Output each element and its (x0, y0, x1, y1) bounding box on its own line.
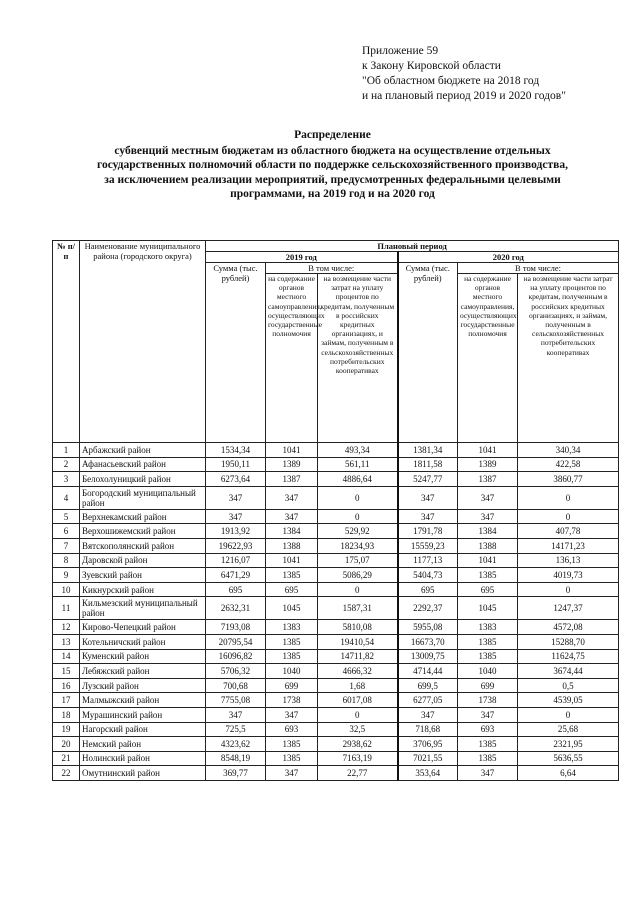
maintenance-2020: 1385 (458, 751, 518, 766)
table-row (53, 509, 619, 524)
sum-2020: 353,64 (398, 766, 458, 781)
district-name: Кикнурский район (80, 582, 206, 597)
district-name: Арбажский район (80, 443, 206, 458)
compensation-2020: 15288,70 (518, 634, 619, 649)
compensation-2020: 0 (518, 582, 619, 597)
header-compensation-2019: на возмещение части затрат на уплату процентов по кредитам, полученным в российских кредитных организациях, и займам, полученным в сельскохозяйственных потребительских кооперативах (318, 274, 398, 443)
sum-2020: 699,5 (398, 678, 458, 693)
header-year-2020: 2020 год (398, 252, 619, 263)
maintenance-2020: 1738 (458, 693, 518, 708)
district-name: Кильмезский муниципальный район (80, 597, 206, 620)
table-body (53, 443, 619, 781)
compensation-2020: 1247,37 (518, 597, 619, 620)
sum-2020: 1381,34 (398, 443, 458, 458)
sum-2019: 2632,31 (206, 597, 266, 620)
subsidies-table (52, 240, 619, 781)
row-number: 16 (53, 678, 80, 693)
compensation-2020: 0 (518, 509, 619, 524)
compensation-2020: 0 (518, 707, 619, 722)
compensation-2020: 4539,05 (518, 693, 619, 708)
sum-2020: 1811,58 (398, 457, 458, 472)
maintenance-2019: 1040 (266, 664, 318, 679)
compensation-2020: 3860,77 (518, 472, 619, 487)
maintenance-2020: 1384 (458, 524, 518, 539)
row-number: 6 (53, 524, 80, 539)
maintenance-2019: 1041 (266, 443, 318, 458)
maintenance-2020: 1388 (458, 538, 518, 553)
table-row (53, 664, 619, 679)
compensation-2020: 6,64 (518, 766, 619, 781)
sum-2019: 1913,92 (206, 524, 266, 539)
row-number: 8 (53, 553, 80, 568)
header-maintenance-2020: на содержание органов местного самоуправления, осуществляющих государственные полномочия (458, 274, 518, 443)
sum-2020: 695 (398, 582, 458, 597)
maintenance-2019: 1738 (266, 693, 318, 708)
maintenance-2020: 1040 (458, 664, 518, 679)
district-name: Немский район (80, 737, 206, 752)
heading-line-1: субвенций местным бюджетам из областного бюджета на осуществление отдельных (114, 144, 551, 157)
appendix-line-4: и на плановый период 2019 и 2020 годов" (362, 90, 566, 102)
row-number: 17 (53, 693, 80, 708)
sum-2019: 1534,34 (206, 443, 266, 458)
compensation-2020: 5636,55 (518, 751, 619, 766)
sum-2020: 16673,70 (398, 634, 458, 649)
sum-2019: 6273,64 (206, 472, 266, 487)
sum-2019: 369,77 (206, 766, 266, 781)
sum-2019: 700,68 (206, 678, 266, 693)
appendix-line-2: к Закону Кировской области (362, 60, 501, 72)
compensation-2019: 0 (318, 707, 398, 722)
compensation-2020: 3674,44 (518, 664, 619, 679)
maintenance-2019: 695 (266, 582, 318, 597)
maintenance-2019: 347 (266, 509, 318, 524)
table-row (53, 678, 619, 693)
maintenance-2019: 1041 (266, 553, 318, 568)
maintenance-2020: 1045 (458, 597, 518, 620)
sum-2019: 8548,19 (206, 751, 266, 766)
maintenance-2019: 1387 (266, 472, 318, 487)
row-number: 22 (53, 766, 80, 781)
maintenance-2020: 1385 (458, 649, 518, 664)
compensation-2019: 1587,31 (318, 597, 398, 620)
district-name: Лузский район (80, 678, 206, 693)
appendix-line-1: Приложение 59 (362, 45, 439, 57)
row-number: 7 (53, 538, 80, 553)
compensation-2019: 22,77 (318, 766, 398, 781)
heading-line-4: программами, на 2019 год и на 2020 год (230, 188, 435, 201)
sum-2019: 4323,62 (206, 737, 266, 752)
header-num: № п/п (53, 241, 80, 443)
compensation-2019: 0 (318, 486, 398, 509)
maintenance-2019: 699 (266, 678, 318, 693)
table-row (53, 597, 619, 620)
sum-2020: 4714,44 (398, 664, 458, 679)
table-row (53, 553, 619, 568)
table-row (53, 472, 619, 487)
header-period: Плановый период (206, 241, 619, 252)
sum-2020: 2292,37 (398, 597, 458, 620)
compensation-2020: 4019,73 (518, 568, 619, 583)
row-number: 18 (53, 707, 80, 722)
compensation-2019: 4886,64 (318, 472, 398, 487)
sum-2019: 6471,29 (206, 568, 266, 583)
compensation-2020: 422,58 (518, 457, 619, 472)
maintenance-2020: 699 (458, 678, 518, 693)
heading-title: Распределение (294, 129, 371, 141)
row-number: 19 (53, 722, 80, 737)
sum-2020: 5955,08 (398, 620, 458, 635)
compensation-2019: 14711,82 (318, 649, 398, 664)
table-row (53, 737, 619, 752)
compensation-2019: 493,34 (318, 443, 398, 458)
district-name: Малмыжский район (80, 693, 206, 708)
district-name: Богородский муниципальный район (80, 486, 206, 509)
header-including-2020: В том числе: (458, 263, 619, 274)
sum-2019: 347 (206, 509, 266, 524)
district-name: Омутнинский район (80, 766, 206, 781)
compensation-2019: 18234,93 (318, 538, 398, 553)
header-sum-2020: Сумма (тыс. рублей) (398, 263, 458, 443)
maintenance-2020: 1041 (458, 553, 518, 568)
maintenance-2020: 1383 (458, 620, 518, 635)
heading-line-2: государственных полномочий области по поддержке сельскохозяйственного производства, (97, 159, 568, 172)
row-number: 13 (53, 634, 80, 649)
compensation-2020: 136,13 (518, 553, 619, 568)
sum-2020: 718,68 (398, 722, 458, 737)
maintenance-2020: 1041 (458, 443, 518, 458)
district-name: Вятскополянский район (80, 538, 206, 553)
row-number: 10 (53, 582, 80, 597)
district-name: Даровской район (80, 553, 206, 568)
maintenance-2019: 1385 (266, 751, 318, 766)
header-compensation-2020: на возмещение части затрат на уплату процентов по кредитам, полученным в российских кредитных организациях, и займам, полученным в сельскохозяйственных потребительских кооперативах (518, 274, 619, 443)
table-header (53, 241, 619, 443)
header-maintenance-2019: на содержание органов местного самоуправления, осуществляющих государственные полномочия (266, 274, 318, 443)
maintenance-2020: 693 (458, 722, 518, 737)
header-year-2019: 2019 год (206, 252, 398, 263)
sum-2019: 16096,82 (206, 649, 266, 664)
sum-2019: 5706,32 (206, 664, 266, 679)
maintenance-2019: 1385 (266, 568, 318, 583)
maintenance-2019: 1045 (266, 597, 318, 620)
table-row (53, 538, 619, 553)
header-including-2019: В том числе: (266, 263, 398, 274)
district-name: Мурашинский район (80, 707, 206, 722)
table-row (53, 693, 619, 708)
maintenance-2020: 1385 (458, 568, 518, 583)
row-number: 15 (53, 664, 80, 679)
maintenance-2020: 347 (458, 766, 518, 781)
row-number: 5 (53, 509, 80, 524)
compensation-2019: 0 (318, 582, 398, 597)
document-heading (40, 128, 625, 202)
district-name: Белохолуницкий район (80, 472, 206, 487)
maintenance-2019: 1385 (266, 737, 318, 752)
table-row (53, 751, 619, 766)
compensation-2019: 0 (318, 509, 398, 524)
compensation-2019: 529,92 (318, 524, 398, 539)
header-sum-2019: Сумма (тыс. рублей) (206, 263, 266, 443)
row-number: 14 (53, 649, 80, 664)
maintenance-2020: 1385 (458, 737, 518, 752)
appendix-line-3: "Об областном бюджете на 2018 год (362, 75, 540, 87)
sum-2019: 19622,93 (206, 538, 266, 553)
compensation-2019: 19410,54 (318, 634, 398, 649)
table-row (53, 722, 619, 737)
district-name: Кирово-Чепецкий район (80, 620, 206, 635)
maintenance-2019: 1385 (266, 649, 318, 664)
sum-2019: 347 (206, 707, 266, 722)
table-row (53, 707, 619, 722)
table-row (53, 634, 619, 649)
compensation-2019: 175,07 (318, 553, 398, 568)
compensation-2019: 5086,29 (318, 568, 398, 583)
compensation-2020: 11624,75 (518, 649, 619, 664)
sum-2019: 347 (206, 486, 266, 509)
district-name: Афанасьевский район (80, 457, 206, 472)
district-name: Нагорский район (80, 722, 206, 737)
maintenance-2019: 1385 (266, 634, 318, 649)
appendix-block (362, 44, 566, 104)
sum-2020: 6277,05 (398, 693, 458, 708)
table-row (53, 457, 619, 472)
row-number: 20 (53, 737, 80, 752)
compensation-2020: 2321,95 (518, 737, 619, 752)
maintenance-2019: 693 (266, 722, 318, 737)
table-row (53, 649, 619, 664)
row-number: 9 (53, 568, 80, 583)
row-number: 3 (53, 472, 80, 487)
maintenance-2019: 1384 (266, 524, 318, 539)
district-name: Зуевский район (80, 568, 206, 583)
sum-2019: 725,5 (206, 722, 266, 737)
maintenance-2020: 1389 (458, 457, 518, 472)
compensation-2019: 561,11 (318, 457, 398, 472)
maintenance-2020: 1385 (458, 634, 518, 649)
compensation-2019: 2938,62 (318, 737, 398, 752)
sum-2020: 7021,55 (398, 751, 458, 766)
row-number: 11 (53, 597, 80, 620)
maintenance-2020: 347 (458, 509, 518, 524)
row-number: 1 (53, 443, 80, 458)
row-number: 12 (53, 620, 80, 635)
sum-2020: 5404,73 (398, 568, 458, 583)
sum-2020: 3706,95 (398, 737, 458, 752)
maintenance-2019: 347 (266, 766, 318, 781)
compensation-2020: 0 (518, 486, 619, 509)
sum-2020: 1177,13 (398, 553, 458, 568)
table-row (53, 524, 619, 539)
compensation-2019: 5810,08 (318, 620, 398, 635)
table-row (53, 568, 619, 583)
compensation-2020: 14171,23 (518, 538, 619, 553)
sum-2019: 1216,07 (206, 553, 266, 568)
district-name: Верхнекамский район (80, 509, 206, 524)
maintenance-2019: 347 (266, 486, 318, 509)
maintenance-2019: 1388 (266, 538, 318, 553)
district-name: Котельничский район (80, 634, 206, 649)
maintenance-2020: 695 (458, 582, 518, 597)
maintenance-2020: 347 (458, 707, 518, 722)
maintenance-2020: 347 (458, 486, 518, 509)
compensation-2019: 7163,19 (318, 751, 398, 766)
table-row (53, 766, 619, 781)
district-name: Нолинский район (80, 751, 206, 766)
maintenance-2019: 1383 (266, 620, 318, 635)
row-number: 4 (53, 486, 80, 509)
table-row (53, 486, 619, 509)
compensation-2019: 1,68 (318, 678, 398, 693)
district-name: Лебяжский район (80, 664, 206, 679)
sum-2020: 347 (398, 707, 458, 722)
district-name: Верхошижемский район (80, 524, 206, 539)
maintenance-2019: 347 (266, 707, 318, 722)
compensation-2019: 32,5 (318, 722, 398, 737)
compensation-2019: 6017,08 (318, 693, 398, 708)
sum-2019: 7755,08 (206, 693, 266, 708)
compensation-2020: 340,34 (518, 443, 619, 458)
compensation-2020: 407,78 (518, 524, 619, 539)
maintenance-2020: 1387 (458, 472, 518, 487)
table-row (53, 582, 619, 597)
row-number: 21 (53, 751, 80, 766)
row-number: 2 (53, 457, 80, 472)
district-name: Куменский район (80, 649, 206, 664)
table-row (53, 620, 619, 635)
compensation-2020: 0,5 (518, 678, 619, 693)
sum-2019: 1950,11 (206, 457, 266, 472)
compensation-2020: 4572,08 (518, 620, 619, 635)
table-row (53, 443, 619, 458)
sum-2020: 13009,75 (398, 649, 458, 664)
sum-2019: 20795,54 (206, 634, 266, 649)
sum-2020: 15559,23 (398, 538, 458, 553)
heading-line-3: за исключением реализации мероприятий, предусмотренных федеральными целевыми (104, 173, 561, 186)
sum-2019: 695 (206, 582, 266, 597)
compensation-2020: 25,68 (518, 722, 619, 737)
sum-2020: 347 (398, 509, 458, 524)
compensation-2019: 4666,32 (318, 664, 398, 679)
sum-2020: 1791,78 (398, 524, 458, 539)
header-name: Наименование муниципального района (городского округа) (80, 241, 206, 443)
sum-2019: 7193,08 (206, 620, 266, 635)
maintenance-2019: 1389 (266, 457, 318, 472)
sum-2020: 5247,77 (398, 472, 458, 487)
sum-2020: 347 (398, 486, 458, 509)
